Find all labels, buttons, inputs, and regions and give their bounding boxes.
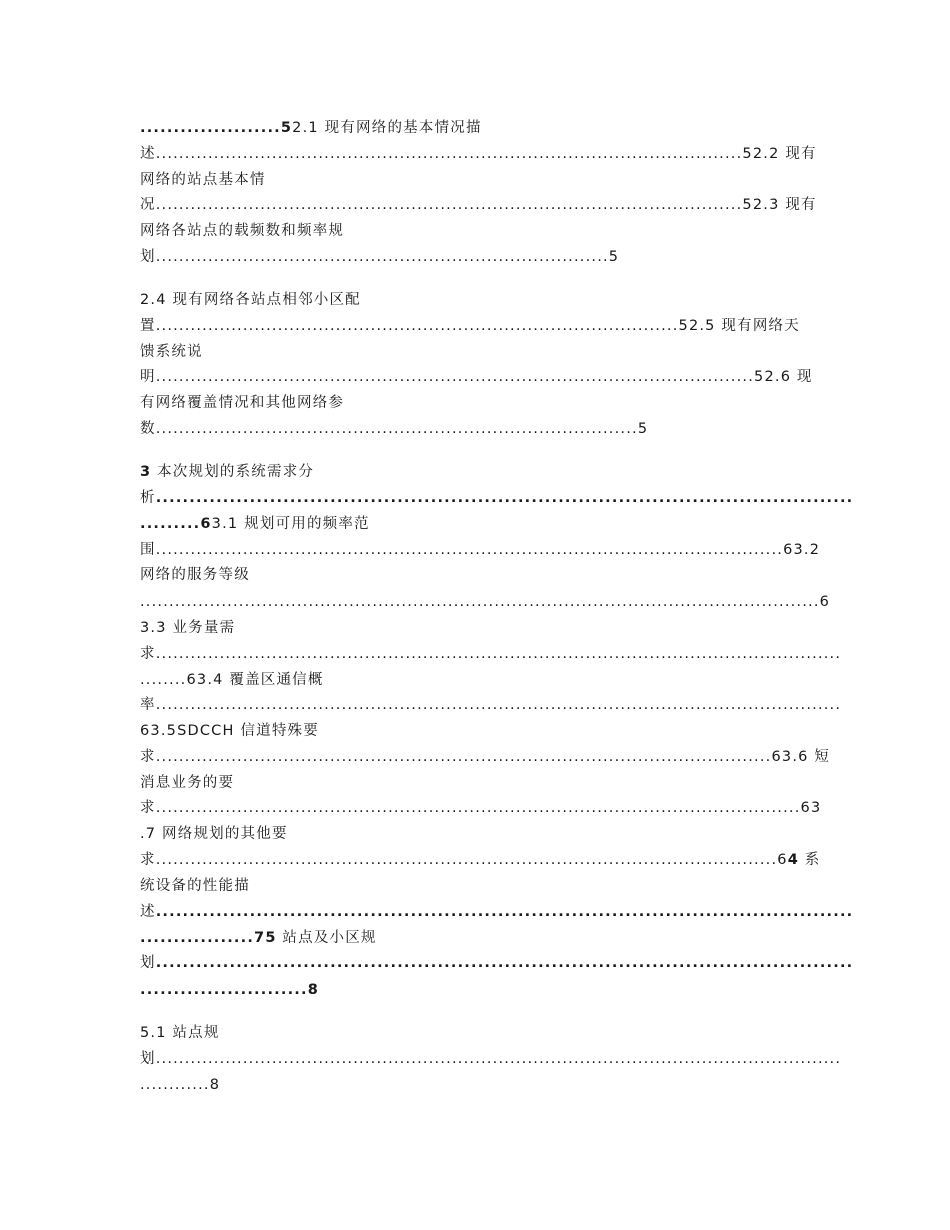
toc-line[interactable]: [140, 875, 810, 897]
toc-line[interactable]: [140, 143, 817, 165]
toc-line[interactable]: [140, 901, 854, 923]
toc-text: 析: [140, 490, 156, 506]
toc-line[interactable]: [140, 461, 810, 483]
toc-line[interactable]: [140, 952, 854, 974]
toc-text: 划..............................................................................5: [140, 249, 620, 265]
toc-line[interactable]: [140, 927, 810, 949]
toc-line[interactable]: [140, 1074, 810, 1096]
toc-line[interactable]: [140, 823, 810, 845]
toc-line[interactable]: [140, 246, 810, 268]
toc-text: 置..........................................................................................52.5 现有网络天: [140, 318, 800, 334]
toc-text: ........................................................................................................: [155, 490, 854, 506]
toc-line[interactable]: [140, 539, 821, 561]
toc-text: 统设备的性能描: [140, 878, 250, 894]
toc-text: 况.....................................................................................................52.3 现有: [140, 197, 817, 213]
toc-text: 述.....................................................................................................52.2 现有: [140, 146, 817, 162]
toc-line[interactable]: [140, 169, 810, 191]
toc-text: .....................................................................................................................6: [140, 594, 831, 610]
toc-text: 3.3 业务量需: [140, 620, 236, 636]
toc-line[interactable]: [140, 487, 854, 509]
toc-text: 3.1 规划可用的频率范: [211, 516, 370, 532]
toc-text: 系: [799, 852, 821, 868]
toc-text: .................75: [140, 930, 277, 946]
toc-line[interactable]: [140, 669, 810, 691]
toc-text: 网络的站点基本情: [140, 172, 266, 188]
toc-text: 求......................................................................................................................: [140, 646, 842, 662]
toc-line[interactable]: [140, 194, 817, 216]
toc-text: 求...............................................................................................................63: [140, 800, 822, 816]
toc-text: 本次规划的系统需求分: [151, 464, 315, 480]
toc-text: 5: [280, 120, 293, 136]
toc-text: ............8: [140, 1077, 221, 1093]
toc-text: 馈系统说: [140, 344, 203, 360]
toc-line[interactable]: [140, 643, 842, 665]
toc-line[interactable]: [140, 1022, 810, 1044]
toc-text: 63.5SDCCH 信道特殊要: [140, 723, 319, 739]
toc-line[interactable]: [140, 720, 810, 742]
toc-line[interactable]: [140, 694, 842, 716]
toc-text: 3: [140, 464, 152, 480]
toc-line[interactable]: [140, 117, 810, 139]
toc-line[interactable]: [140, 849, 821, 871]
toc-text: .....................: [140, 120, 281, 136]
toc-text: 划......................................................................................................................: [140, 1051, 842, 1067]
toc-text: 求...........................................................................................................6: [140, 852, 788, 868]
toc-line[interactable]: [140, 1048, 842, 1070]
toc-text: 2.4 现有网络各站点相邻小区配: [140, 292, 361, 308]
toc-text: 明.......................................................................................................52.6 现: [140, 369, 813, 385]
toc-text: 站点及小区规: [276, 930, 377, 946]
toc-text: 围............................................................................................................63.2: [140, 542, 821, 558]
toc-line[interactable]: [140, 513, 810, 535]
toc-line[interactable]: [140, 617, 810, 639]
toc-text: .........6: [140, 516, 212, 532]
toc-line[interactable]: [140, 564, 810, 586]
toc-text: 4: [787, 852, 799, 868]
toc-text: 消息业务的要: [140, 775, 235, 791]
toc-line[interactable]: [140, 797, 822, 819]
toc-text: ........................................................................................................: [155, 955, 854, 971]
toc-text: 有网络覆盖情况和其他网络参: [140, 395, 345, 411]
toc-text: 述: [140, 904, 156, 920]
toc-line[interactable]: [140, 220, 810, 242]
toc-text: 划: [140, 955, 156, 971]
toc-line[interactable]: [140, 341, 810, 363]
toc-text: 网络各站点的载频数和频率规: [140, 223, 345, 239]
toc-line[interactable]: [140, 746, 831, 768]
toc-line[interactable]: [140, 315, 810, 337]
toc-line[interactable]: [140, 392, 810, 414]
toc-line[interactable]: [140, 289, 810, 311]
toc-text: 5.1 站点规: [140, 1025, 220, 1041]
toc-text: 数...................................................................................5: [140, 421, 649, 437]
toc-text: .........................8: [140, 982, 319, 998]
toc-line[interactable]: [140, 366, 813, 388]
toc-line[interactable]: [140, 979, 810, 1001]
toc-text: 网络的服务等级: [140, 567, 250, 583]
toc-line[interactable]: [140, 418, 810, 440]
toc-line[interactable]: [140, 591, 831, 613]
toc-text: 2.1 现有网络的基本情况描: [292, 120, 482, 136]
toc-text: ........................................................................................................: [155, 904, 854, 920]
toc-text: 率......................................................................................................................: [140, 697, 842, 713]
toc-text: ........63.4 覆盖区通信概: [140, 672, 324, 688]
toc-line[interactable]: [140, 772, 810, 794]
toc-text: 求..........................................................................................................63.6 短: [140, 749, 831, 765]
toc-text: .7 网络规划的其他要: [140, 826, 288, 842]
